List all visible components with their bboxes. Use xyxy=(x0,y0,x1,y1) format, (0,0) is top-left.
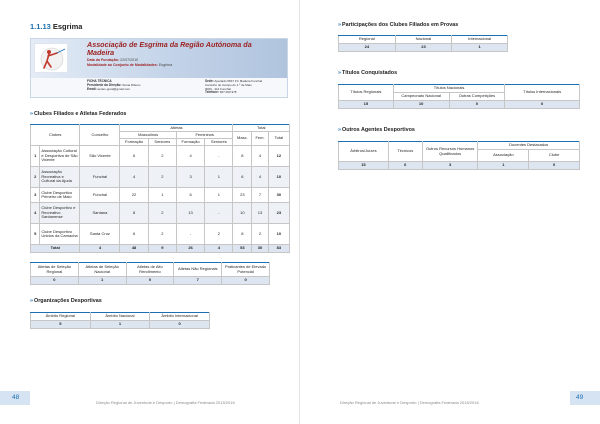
participations-table xyxy=(338,35,508,52)
header-atletas: Atletas xyxy=(120,125,233,132)
cell-value: 1 xyxy=(148,188,176,203)
cell-value: 6 xyxy=(233,167,252,188)
titles-section-label: Títulos Conquistados xyxy=(342,70,398,76)
organizations-section-label: Organizações Desportivas xyxy=(34,298,102,304)
cell-value: 4 xyxy=(252,167,268,188)
cell-value: 1 xyxy=(205,167,233,188)
cell-value: 3 xyxy=(176,167,204,188)
titles-section-title xyxy=(338,70,397,76)
chevron-right-icon: » xyxy=(338,22,341,28)
header-ambito-internacional: Âmbito Internacional xyxy=(150,313,210,321)
header-nacional: Nacional xyxy=(395,36,452,44)
header-clubes: Clubes xyxy=(31,125,80,146)
header-tecnicos: Técnicos xyxy=(388,142,422,162)
page-footer: Direção Regional de Juventude e Desporto | Demografia Federada 2015/2016 xyxy=(340,400,479,405)
club-concelho: Funchal xyxy=(80,167,120,188)
association-logo xyxy=(34,43,68,73)
sede-value: Apartado 5847 FC Madeira Funchal xyxy=(214,79,263,83)
page-number-box xyxy=(570,391,600,405)
club-concelho: São Vicente xyxy=(80,146,120,167)
cell-value: 7 xyxy=(174,277,222,285)
header-elevado-potencial: Praticantes de Elevado Potencial xyxy=(222,263,270,277)
header-ambito-nacional: Âmbito Nacional xyxy=(90,313,150,321)
cell-value: 0 xyxy=(126,277,174,285)
total-value: 53 xyxy=(233,245,252,253)
header-ambito-regional: Âmbito Regional xyxy=(31,313,91,321)
fencer-logo-icon xyxy=(35,44,69,74)
page-number: 48 xyxy=(12,394,20,401)
total-value: 83 xyxy=(268,245,289,253)
cell-value: 4 xyxy=(120,167,148,188)
header-femininos: Femininos xyxy=(176,132,233,139)
cell-value: 1 xyxy=(90,321,150,329)
header-selecao-regional: Atletas de Seleção Regional xyxy=(31,263,79,277)
cell-value: 13 xyxy=(252,203,268,224)
total-row xyxy=(31,245,290,253)
cell-value: 0 xyxy=(150,321,210,329)
cell-value: 0 xyxy=(449,101,505,109)
technical-sheet-left xyxy=(87,80,140,91)
president-label: Presidente da Direção: xyxy=(87,82,122,87)
cell-value: 10 xyxy=(393,101,449,109)
clubs-table xyxy=(30,124,290,253)
club-concelho: Funchal xyxy=(80,188,120,203)
founding-line xyxy=(87,58,138,62)
address-value: Caminho do Campo do 1.º de Maio xyxy=(205,82,252,87)
cell-value: 10 xyxy=(233,203,252,224)
total-value: 4 xyxy=(205,245,233,253)
city-value: 9060 - 414 Funchal xyxy=(205,86,231,91)
row-number: 1 xyxy=(31,146,40,167)
cell-value: 0 xyxy=(31,277,79,285)
cell-value: 0 xyxy=(505,101,580,109)
cell-value: 1 xyxy=(478,162,529,170)
table-row xyxy=(31,188,290,203)
association-name: Associação de Esgrima da Região Autónoma da Madeira xyxy=(87,40,252,57)
organizations-section-title xyxy=(30,298,102,304)
header-alto-rendimento: Atletas de Alto Rendimento xyxy=(126,263,174,277)
section-title: Esgrima xyxy=(52,22,83,31)
chevron-right-icon: » xyxy=(338,127,341,133)
header-internacional: Internacional xyxy=(452,36,508,44)
clubs-section-title xyxy=(30,111,126,117)
cell-value: 15 xyxy=(339,101,394,109)
email-value: aeram.geral@gmail.com xyxy=(97,86,131,91)
cell-total: 12 xyxy=(268,146,289,167)
total-value: 9 xyxy=(148,245,176,253)
club-name: Clube Desportivo Unidos da Camacha xyxy=(40,224,80,245)
total-value: 30 xyxy=(252,245,268,253)
table-row xyxy=(31,277,270,285)
table-row xyxy=(339,101,580,109)
cell-value: 8 xyxy=(120,203,148,224)
header-total: Total xyxy=(233,125,290,132)
cell-value: 22 xyxy=(120,188,148,203)
row-number: 5 xyxy=(31,224,40,245)
technical-sheet-right xyxy=(205,80,262,95)
cell-value: 4 xyxy=(176,146,204,167)
header-docentes: Docentes Destacados xyxy=(478,142,580,150)
header-campeonato-nacional: Campeonato Nacional xyxy=(393,93,449,101)
table-row xyxy=(31,321,210,329)
header-titulos-nacionais: Títulos Nacionais xyxy=(393,85,505,93)
participations-section-title xyxy=(338,22,458,28)
total-label: Total xyxy=(31,245,80,253)
cell-value: 2 xyxy=(148,146,176,167)
cell-value: 13 xyxy=(176,203,204,224)
association-card xyxy=(30,38,288,98)
header-titulos-internacionais: Títulos Internacionais xyxy=(505,85,580,101)
founding-label: Data da Fundação: xyxy=(87,58,120,62)
technical-sheet xyxy=(31,78,287,97)
table-row xyxy=(31,146,290,167)
technical-sheet-title: FICHA TÉCNICA xyxy=(87,79,112,83)
page-footer: Direção Regional de Juventude e Desporto | Demografia Federada 2015/2016 xyxy=(96,400,235,405)
header-total-col: Total xyxy=(268,132,289,146)
cell-value: 24 xyxy=(339,44,396,52)
agents-table xyxy=(338,141,580,170)
agents-section-label: Outros Agentes Desportivos xyxy=(342,127,415,133)
cell-value: 0 xyxy=(222,277,270,285)
chevron-right-icon: » xyxy=(30,298,33,304)
cell-value: 2 xyxy=(205,224,233,245)
table-row xyxy=(339,44,508,52)
header-seniores-f: Seniores xyxy=(205,139,233,146)
founding-date: 22/07/2010 xyxy=(120,58,139,62)
page-number: 49 xyxy=(576,394,584,401)
titles-table xyxy=(338,84,580,109)
cell-value: 0 xyxy=(529,162,580,170)
modality-value: Esgrima xyxy=(158,63,173,67)
section-heading xyxy=(30,22,82,31)
header-arbitros: Árbitros/Juízes xyxy=(339,142,389,162)
cell-value: 1 xyxy=(78,277,126,285)
header-nao-regionais: Atletas Não Regionais xyxy=(174,263,222,277)
cell-total: 10 xyxy=(268,224,289,245)
header-formacao-f: Formação xyxy=(176,139,204,146)
modality-label: Modalidade ao Conjunto de Modalidades: xyxy=(87,63,158,67)
cell-value: 3 xyxy=(422,162,478,170)
club-name: Associação Recreativa e Cultural da Ajuda xyxy=(40,167,80,188)
selection-table xyxy=(30,262,270,285)
cell-value: 2 xyxy=(148,224,176,245)
agents-section-title xyxy=(338,127,415,133)
cell-value: 1 xyxy=(205,188,233,203)
header-masc: Masc. xyxy=(233,132,252,146)
row-number: 2 xyxy=(31,167,40,188)
organizations-table xyxy=(30,312,210,329)
table-row xyxy=(31,203,290,224)
header-outros-recursos: Outros Recursos Humanos Qualificados xyxy=(422,142,478,162)
header-clube: Clube xyxy=(529,150,580,162)
table-row xyxy=(31,224,290,245)
total-concelho: 4 xyxy=(80,245,120,253)
cell-value: - xyxy=(205,203,233,224)
club-name: Clube Desportivo Primeiro de Maio xyxy=(40,188,80,203)
cell-value: 23 xyxy=(233,188,252,203)
header-concelho: Concelho xyxy=(80,125,120,146)
right-page xyxy=(300,0,600,424)
phone-value: 967 060 978 xyxy=(219,90,237,95)
club-name: Associação Cultural e Desportiva de São Vicente xyxy=(40,146,80,167)
cell-value: - xyxy=(176,224,204,245)
sede-label: Sede: xyxy=(205,79,214,83)
clubs-section-label: Clubes Filiados e Atletas Federados xyxy=(34,111,127,117)
total-value: 48 xyxy=(120,245,148,253)
cell-value: 15 xyxy=(339,162,389,170)
cell-value: 8 xyxy=(233,146,252,167)
cell-value: 7 xyxy=(252,188,268,203)
chevron-right-icon: » xyxy=(338,70,341,76)
modality-line xyxy=(87,63,172,67)
header-regional: Regional xyxy=(339,36,396,44)
cell-value: 5 xyxy=(31,321,91,329)
club-concelho: Santa Cruz xyxy=(80,224,120,245)
table-row xyxy=(339,162,580,170)
cell-value: 6 xyxy=(176,188,204,203)
cell-value: 2 xyxy=(148,203,176,224)
participations-section-label: Participações dos Clubes Filiados em Provas xyxy=(342,22,459,28)
table-row xyxy=(31,167,290,188)
cell-value: 23 xyxy=(395,44,452,52)
header-selecao-nacional: Atletas de Seleção Nacional xyxy=(78,263,126,277)
phone-label: Telefone: xyxy=(205,90,219,95)
cell-value: - xyxy=(205,146,233,167)
cell-total: 23 xyxy=(268,203,289,224)
club-concelho: Santana xyxy=(80,203,120,224)
cell-value: 2 xyxy=(148,167,176,188)
cell-total: 30 xyxy=(268,188,289,203)
cell-value: 2 xyxy=(252,224,268,245)
cell-value: 6 xyxy=(120,224,148,245)
header-seniores-m: Seniores xyxy=(148,139,176,146)
cell-value: 6 xyxy=(388,162,422,170)
cell-value: 4 xyxy=(252,146,268,167)
chevron-right-icon: » xyxy=(30,111,33,117)
cell-value: 1 xyxy=(452,44,508,52)
email-label: Email: xyxy=(87,86,97,91)
president-value: Sónia Ribeiro xyxy=(122,82,141,87)
header-associacao: Associação xyxy=(478,150,529,162)
header-masculinos: Masculinos xyxy=(120,132,177,139)
header-outras-competicoes: Outras Competições xyxy=(449,93,505,101)
club-name: Clube Desportivo e Recreativo Santanense xyxy=(40,203,80,224)
header-fem: Fem. xyxy=(252,132,268,146)
header-formacao-m: Formação xyxy=(120,139,148,146)
cell-value: 6 xyxy=(120,146,148,167)
cell-value: 8 xyxy=(233,224,252,245)
row-number: 3 xyxy=(31,188,40,203)
total-value: 26 xyxy=(176,245,204,253)
section-number: 1.1.13 xyxy=(30,22,51,31)
cell-total: 10 xyxy=(268,167,289,188)
row-number: 4 xyxy=(31,203,40,224)
header-titulos-regionais: Títulos Regionais xyxy=(339,85,394,101)
